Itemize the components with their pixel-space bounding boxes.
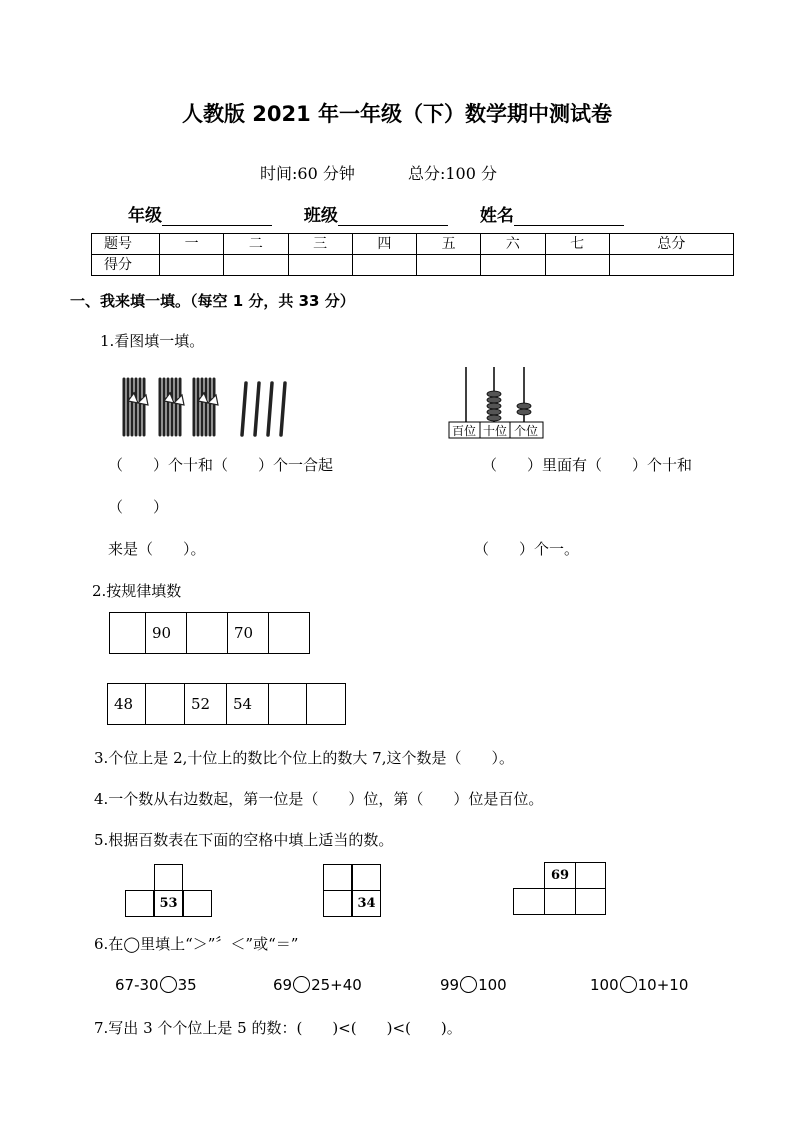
comparison-left: 67-30 — [115, 976, 159, 994]
bundle-of-ten-sticks — [124, 379, 144, 435]
score-col-1: 一 — [160, 234, 224, 255]
sequence-row-1 — [110, 612, 310, 654]
abacus-label-hundreds: 百位 — [451, 424, 477, 438]
question-1-left-line2: （ ） — [108, 498, 169, 516]
grid-cell[interactable] — [125, 890, 154, 917]
question-1-left-line3: 来是（ ）。 — [108, 540, 206, 558]
sequence-cell[interactable] — [268, 683, 307, 725]
student-fields — [128, 201, 650, 226]
bundle-of-ten-sticks — [194, 379, 214, 435]
sequence-cell: 52 — [184, 683, 227, 725]
question-4: 4.一个数从右边数起，第一位是（ ）位，第（ ）位是百位。 — [94, 790, 544, 808]
question-5-title: 5.根据百数表在下面的空格中填上适当的数。 — [94, 831, 394, 849]
sequence-cell[interactable] — [109, 612, 146, 654]
comparison-left: 99 — [440, 976, 460, 994]
question-2-title: 2.按规律填数 — [92, 582, 182, 600]
score-cell[interactable] — [352, 255, 416, 276]
comparison-item — [115, 976, 197, 994]
comparison-right: 25+40 — [311, 976, 362, 994]
question-1-right-line1: （ ）里面有（ ）个十和 — [482, 456, 693, 474]
score-cell[interactable] — [288, 255, 352, 276]
grid-cell[interactable] — [183, 890, 212, 917]
grid-cell[interactable] — [513, 888, 545, 915]
score-table — [91, 233, 734, 276]
time-info: 时间:60 分钟 — [260, 164, 355, 183]
question-6-title: 6.在◯里填上“＞”〞＜”或“＝” — [94, 935, 299, 953]
score-col-total: 总分 — [609, 234, 733, 255]
name-label: 姓名 — [479, 206, 514, 226]
score-cell[interactable] — [417, 255, 481, 276]
score-cell[interactable] — [481, 255, 545, 276]
section-heading: 一、我来填一填。（每空 1 分，共 33 分） — [70, 292, 355, 310]
grid-cell-given: 53 — [154, 890, 183, 917]
comparison-circle[interactable] — [460, 976, 477, 993]
grid-cell[interactable] — [154, 864, 183, 891]
comparison-right: 35 — [177, 976, 197, 994]
sequence-row-2 — [108, 683, 346, 725]
score-table-score-row — [92, 255, 734, 276]
abacus-label-tens: 十位 — [482, 424, 508, 438]
question-7: 7.写出 3 个个位上是 5 的数：( )<( )<( )。 — [94, 1019, 462, 1037]
score-cell[interactable] — [545, 255, 609, 276]
question-1-left-line1: （ ）个十和（ ）个一合起 — [108, 456, 334, 474]
comparison-right: 10+10 — [637, 976, 689, 994]
comparison-circle[interactable] — [620, 976, 637, 993]
grid-cell[interactable] — [575, 888, 606, 915]
score-col-3: 三 — [288, 234, 352, 255]
sequence-cell[interactable] — [186, 612, 228, 654]
sequence-cell: 70 — [227, 612, 269, 654]
grade-label: 年级 — [128, 206, 162, 226]
comparison-left: 100 — [590, 976, 619, 994]
class-label: 班级 — [303, 206, 338, 226]
comparison-circle[interactable] — [160, 976, 177, 993]
score-col-2: 二 — [224, 234, 288, 255]
question-1-right-line2: （ ）个一。 — [474, 540, 580, 558]
score-col-4: 四 — [352, 234, 416, 255]
sequence-cell[interactable] — [306, 683, 346, 725]
question-3: 3.个位上是 2,十位上的数比个位上的数大 7,这个数是（ ）。 — [94, 749, 514, 767]
question-number-label: 题号 — [92, 234, 160, 255]
comparison-item — [590, 976, 688, 994]
grid-cell[interactable] — [323, 864, 352, 891]
score-label: 得分 — [92, 255, 160, 276]
question-1-title: 1.看图填一填。 — [100, 332, 205, 350]
abacus-illustration — [448, 365, 548, 440]
stick-bundles-illustration — [118, 375, 293, 439]
comparison-item — [273, 976, 362, 994]
grade-field[interactable] — [128, 201, 272, 226]
grid-cell[interactable] — [575, 862, 606, 889]
grade-blank[interactable] — [162, 208, 272, 226]
bundle-of-ten-sticks — [160, 379, 180, 435]
name-field[interactable] — [480, 201, 624, 226]
score-col-6: 六 — [481, 234, 545, 255]
abacus-label-ones: 个位 — [513, 424, 539, 438]
class-blank[interactable] — [338, 208, 448, 226]
score-col-5: 五 — [417, 234, 481, 255]
sequence-cell[interactable] — [145, 683, 185, 725]
page-title: 人教版 2021 年一年级（下）数学期中测试卷 — [181, 102, 613, 126]
name-blank[interactable] — [514, 208, 624, 226]
sequence-cell: 48 — [107, 683, 146, 725]
grid-cell-given: 34 — [352, 890, 381, 917]
score-cell[interactable] — [609, 255, 733, 276]
score-cell[interactable] — [224, 255, 288, 276]
single-sticks — [242, 383, 285, 435]
comparison-circle[interactable] — [293, 976, 310, 993]
grid-cell[interactable] — [544, 888, 576, 915]
exam-info — [260, 161, 497, 184]
score-table-header-row — [92, 234, 734, 255]
grid-cell-given: 69 — [544, 862, 576, 889]
comparison-right: 100 — [478, 976, 507, 994]
sequence-cell[interactable] — [268, 612, 310, 654]
sequence-cell: 90 — [145, 612, 187, 654]
grid-cell[interactable] — [323, 890, 352, 917]
score-col-7: 七 — [545, 234, 609, 255]
comparison-left: 69 — [273, 976, 293, 994]
comparison-item — [440, 976, 507, 994]
total-score-info: 总分:100 分 — [407, 164, 497, 183]
class-field[interactable] — [304, 201, 448, 226]
score-cell[interactable] — [160, 255, 224, 276]
grid-cell[interactable] — [352, 864, 381, 891]
sequence-cell: 54 — [226, 683, 269, 725]
